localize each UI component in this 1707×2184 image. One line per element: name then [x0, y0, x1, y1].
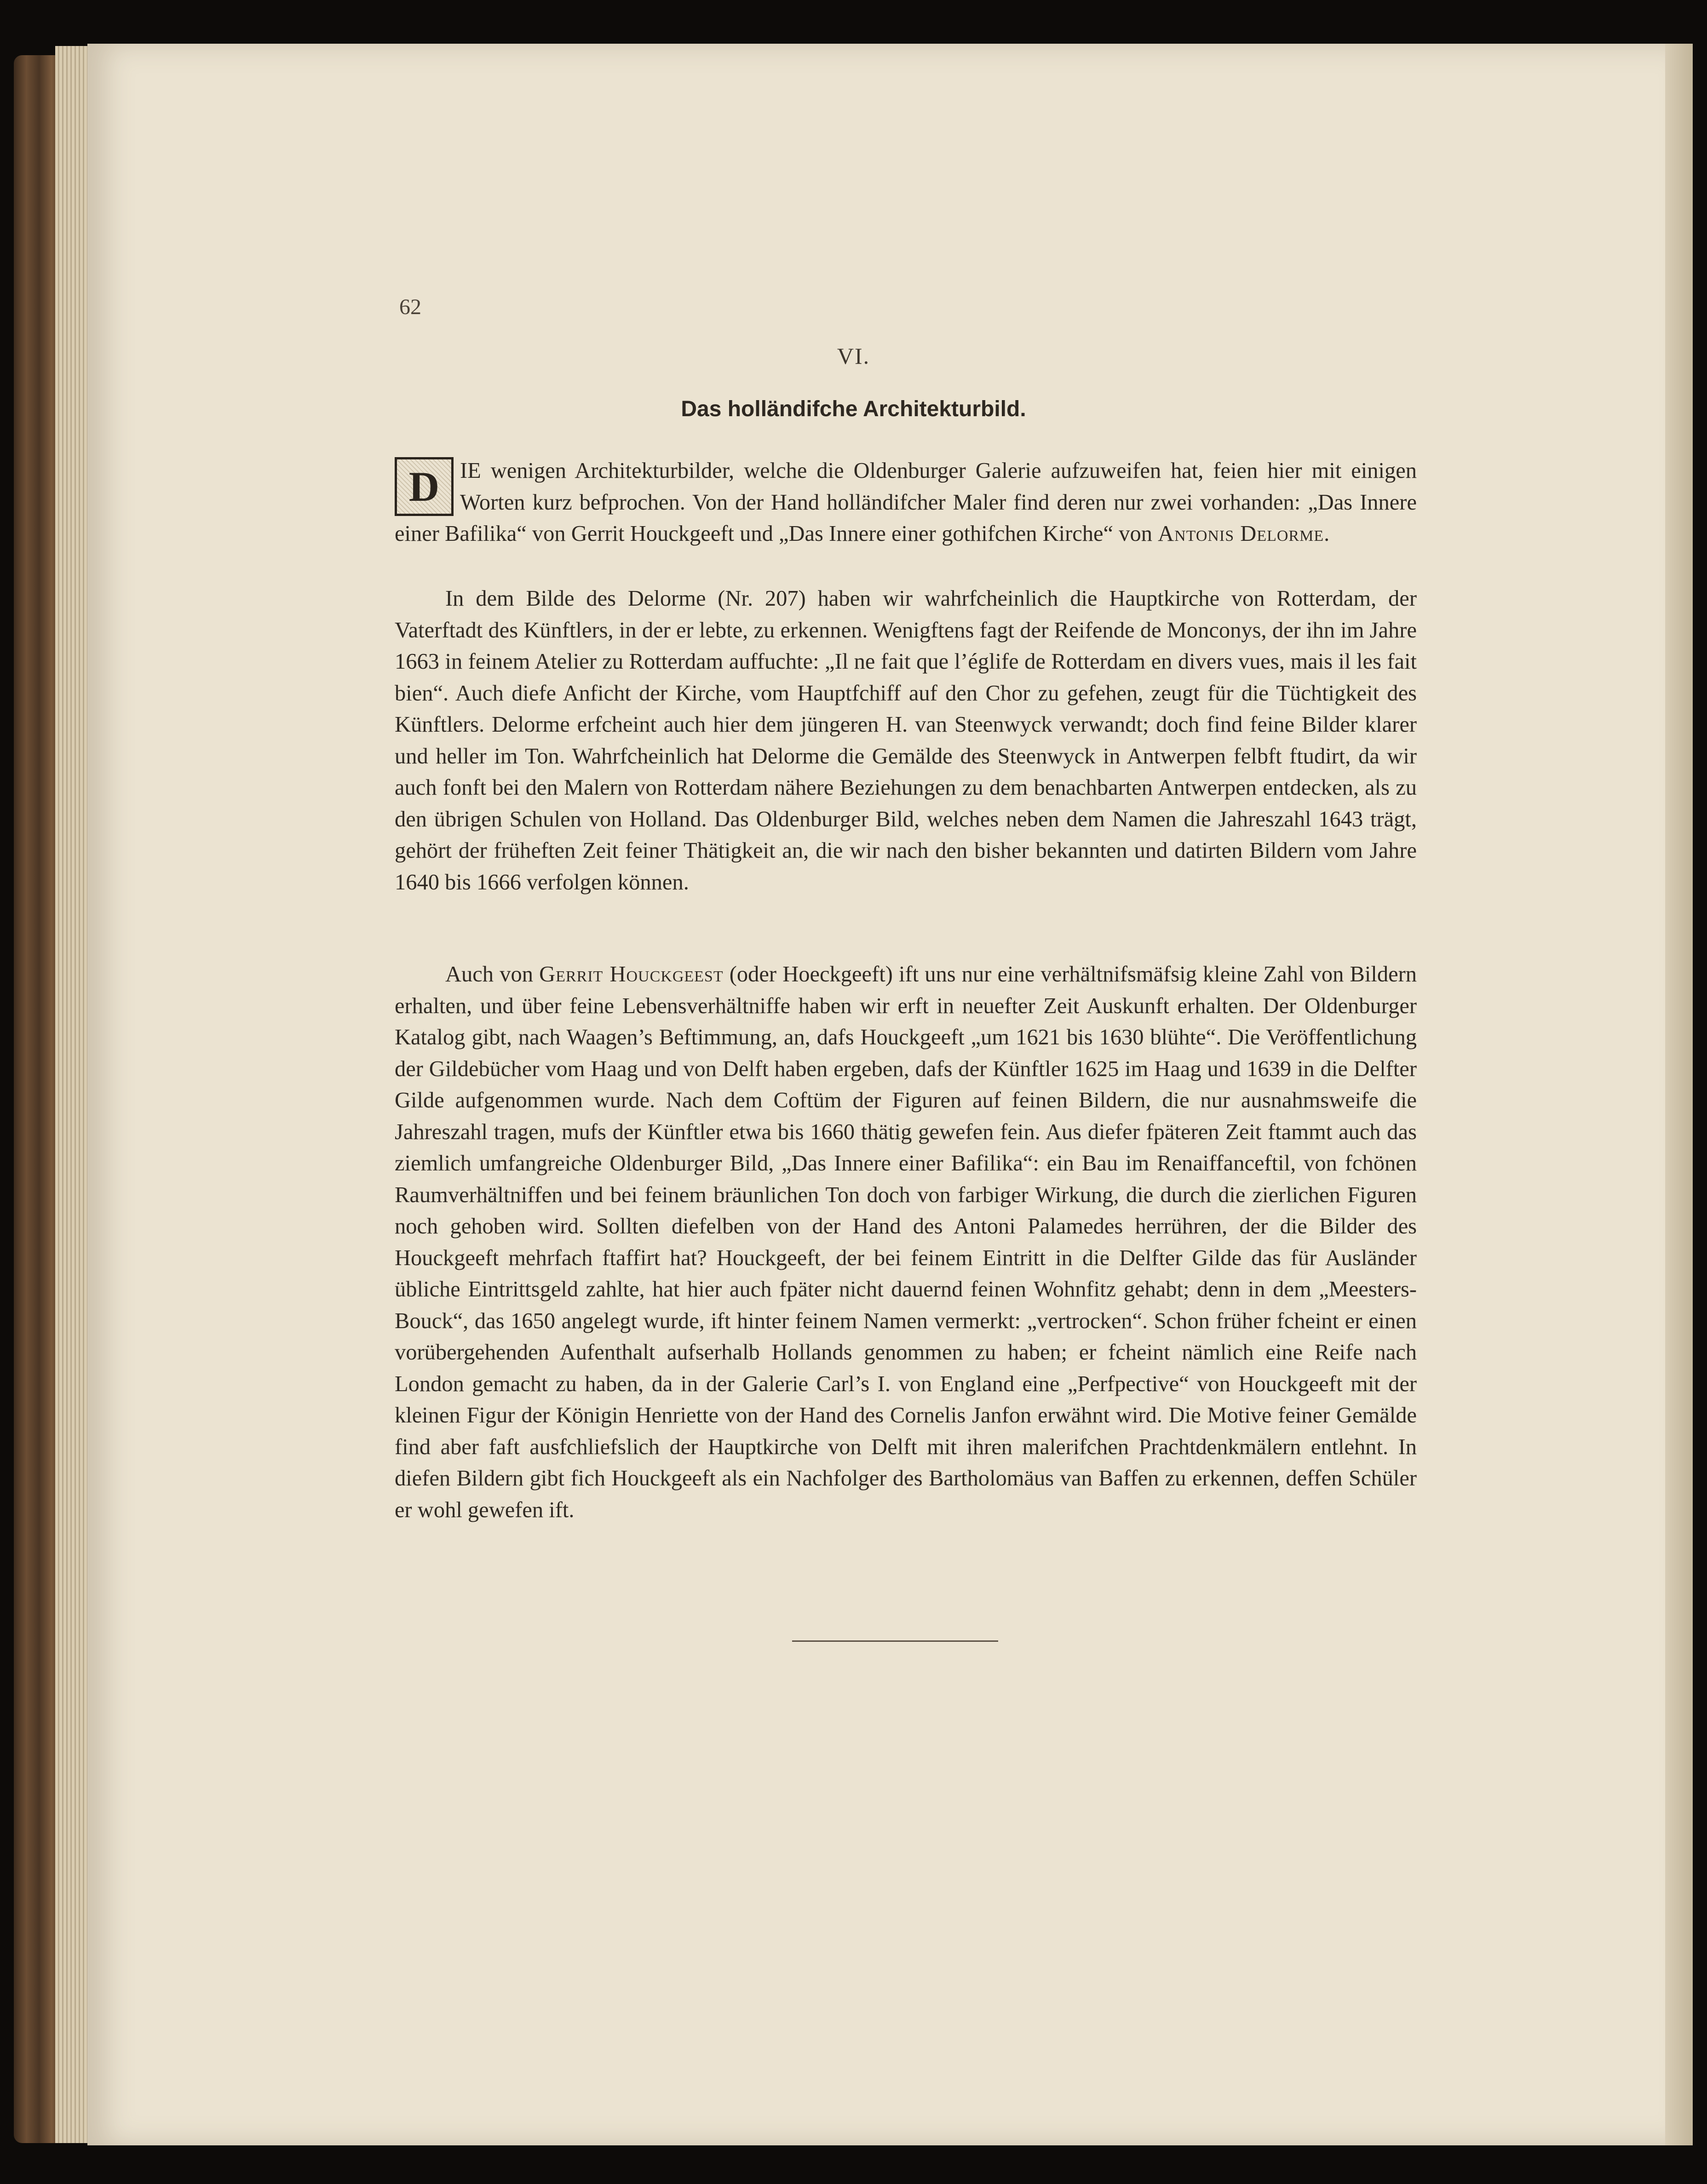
section-title: Das holländifche Architekturbild.: [681, 397, 1026, 421]
closing-rule: [792, 1640, 998, 1642]
paragraph-3: [395, 959, 1417, 1526]
paragraph-2-text: In dem Bilde des Delorme (Nr. 207) haben wir wahrfcheinlich die Hauptkirche von Rotterdam, der Vaterftadt des Künftlers, in der er lebte, zu erkennen. Wenigftens fagt der Reifende de Monconys, der ihn im Jahre 1663 in feinem Atelier zu Rotterdam auffuchte: „Il ne fait que l’églife de Rotterdam en divers vues, mais il les fait bien“. Auch diefe Anficht der Kirche, vom Hauptfchiff auf den Chor zu gefehen, zeugt für die Tüchtigkeit des Künftlers. Delorme erfcheint auch hier dem jüngeren H. van Steenwyck verwandt; doch find feine Bilder klarer und heller im Ton. Wahrfcheinlich hat Delorme die Gemälde des Steenwyck in Antwerpen felbft ftudirt, da wir auch fonft bei den Malern von Rotterdam nähere Beziehungen zu dem benachbarten Antwerpen entdecken, als zu den übrigen Schulen von Holland. Das Oldenburger Bild, welches neben dem Namen die Jahreszahl 1643 trägt, gehört der früheften Zeit feiner Thätigkeit an, die wir nach den bisher bekannten und datirten Bildern vom Jahre 1640 bis 1666 verfolgen können.: [395, 586, 1417, 894]
paragraph-1-artist-name: Antonis Delorme: [1158, 522, 1324, 546]
paragraph-2: [395, 583, 1417, 898]
paragraph-3-artist-name: Gerrit Houckgeest: [539, 962, 724, 986]
paragraph-3-start: Auch von: [445, 962, 540, 986]
page-number: 62: [399, 295, 421, 319]
paragraph-3-text: (oder Hoeckgeeft) ift uns nur eine verhältnifsmäfsig kleine Zahl von Bildern erhalten, und über feine Lebensverhältniffe haben wir erft in neuefter Zeit Auskunft erhalten. Der Oldenburger Katalog gibt, nach Waagen’s Beftimmung, an, dafs Houckgeeft „um 1621 bis 1630 blühte“. Die Veröffentlichung der Gildebücher vom Haag und von Delft haben ergeben, dafs der Künftler 1625 im Haag und 1639 in die Delfter Gilde aufgenommen wurde. Nach dem Coftüm der Figuren auf feinen Bildern, die nur ausnahmsweife die Jahreszahl tragen, mufs der Künftler etwa bis 1660 thätig gewefen fein. Aus diefer fpäteren Zeit ftammt auch das ziemlich umfangreiche Oldenburger Bild, „Das Innere einer Bafilika“: ein Bau im Renaiffanceftil, von fchönen Raumverhältniffen und bei feinem bräunlichen Ton doch von farbiger Wirkung, die durch die zierlichen Figuren noch gehoben wird. Sollten diefelben von der Hand des Antoni Palamedes herrühren, der die Bilder des Houckgeeft mehrfach ftaffirt hat? Houckgeeft, der bei feinem Eintritt in die Delfter Gilde das für Ausländer übliche Eintrittsgeld zahlte, hat hier auch fpäter nicht dauernd feinen Wohnfitz gehabt; denn in dem „Meesters-Bouck“, das 1650 angelegt wurde, ift hinter feinem Namen vermerkt: „vertrocken“. Schon früher fcheint er einen vorübergehenden Aufenthalt aufserhalb Hollands genommen zu haben; er fcheint nämlich eine Reife nach London gemacht zu haben, da in der Galerie Carl’s I. von England eine „Perfpective“ von Houckgeeft mit der kleinen Figur der Königin Henriette von der Hand des Cornelis Janfon erwähnt wird. Die Motive feiner Gemälde find aber faft ausfchliefslich der Hauptkirche von Delft mit ihren malerifchen Prachtdenkmälern entlehnt. In diefen Bildern gibt fich Houckgeeft als ein Nachfolger des Bartholomäus van Baffen zu erkennen, deffen Schüler er wohl gewefen ift.: [395, 962, 1417, 1522]
drop-cap-initial: D: [395, 457, 454, 516]
section-number: VI.: [837, 343, 870, 369]
paragraph-1-end: .: [1324, 522, 1330, 546]
paragraph-1-text: IE wenigen Architekturbilder, welche die Oldenburger Galerie aufzuweifen hat, feien hier mit einigen Worten kurz befprochen. Von der Hand holländifcher Maler find deren nur zwei vorhanden: „Das Innere einer Bafilika“ von Gerrit Houckgeeft und „Das Innere einer gothifchen Kirche“ von: [395, 459, 1417, 546]
paragraph-1: [395, 455, 1417, 550]
